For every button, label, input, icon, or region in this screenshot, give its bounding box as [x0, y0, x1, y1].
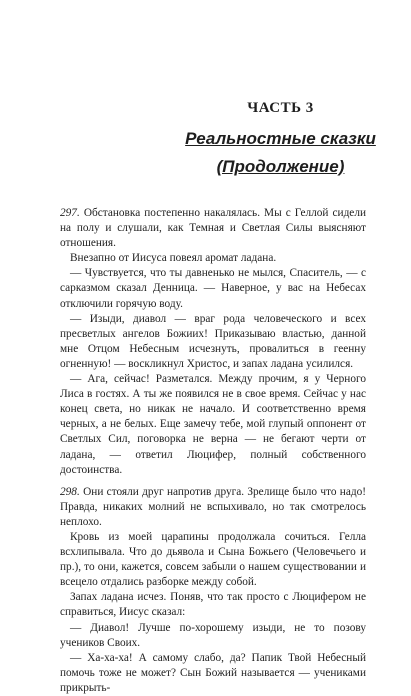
paragraph: — Ха-ха-ха! А самому слабо, да? Папик Твой Небесный помочь тоже не может? Сын Божий называется — учениками прикрыть- — [60, 651, 366, 694]
paragraph: Кровь из моей царапины продолжала сочиться. Гелла всхлипывала. Что до дьявола и Сына Божьего (Человечьего и пр.), то они, кажется, совсем забыли о нашем существовании и всецело отдались разборке между собой. — [60, 530, 366, 589]
chapter-title-line-1: Реальностные сказки — [185, 129, 376, 148]
page-body — [60, 206, 366, 696]
paragraph: Внезапно от Иисуса повеял аромат ладана. — [70, 252, 277, 265]
part-heading: ЧАСТЬ 3 — [247, 100, 314, 116]
section-number: 298. — [60, 485, 80, 498]
paragraph: — Изыди, диавол — враг рода человеческого и всех пресветлых ангелов Божиих! Приказываю властью, данной мне Отцом Небесным исчезнуть, провалиться в геенну огненную! — воскликнул Христос, и запах ладана усилился. — [60, 312, 366, 370]
paragraph: — Чувствуется, что ты давненько не мылся, Спаситель, — с сарказмом сказал Денница. — Наверное, у вас на Небесах отключили горячую воду. — [60, 267, 366, 310]
paragraph: 298. Они стояли друг напротив друга. Зрелище было что надо! Правда, никаких молний не вспыхивало, но так смотрелось неплохо. — [60, 485, 367, 528]
paragraph: — Диавол! Лучше по-хорошему изыди, не то позову учеников Своих. — [60, 621, 366, 649]
paragraph: Запах ладана исчез. Поняв, что так просто с Люцифером не справиться, Иисус сказал: — [60, 591, 366, 619]
paragraph: 297. Обстановка постепенно накалялась. Мы с Геллой сидели на полу и слушали, как Темная и Светлая Силы выясняют отношения. — [60, 207, 367, 250]
paragraph: — Ага, сейчас! Разметался. Между прочим, я у Черного Лиса в гостях. А ты же появился не в свое время. Сейчас у нас конец света, но никак не начало. И соответственно время черных, а не белых. Еще замечу тебе, мой глупый оппонент от Светлых Сил, поговорка не верна — не бегают черти от ладана, — ответил Люцифер, полный собственного достоинства. — [60, 373, 366, 476]
chapter-title-line-2: (Продолжение) — [216, 157, 345, 176]
section-number: 297. — [60, 207, 80, 219]
